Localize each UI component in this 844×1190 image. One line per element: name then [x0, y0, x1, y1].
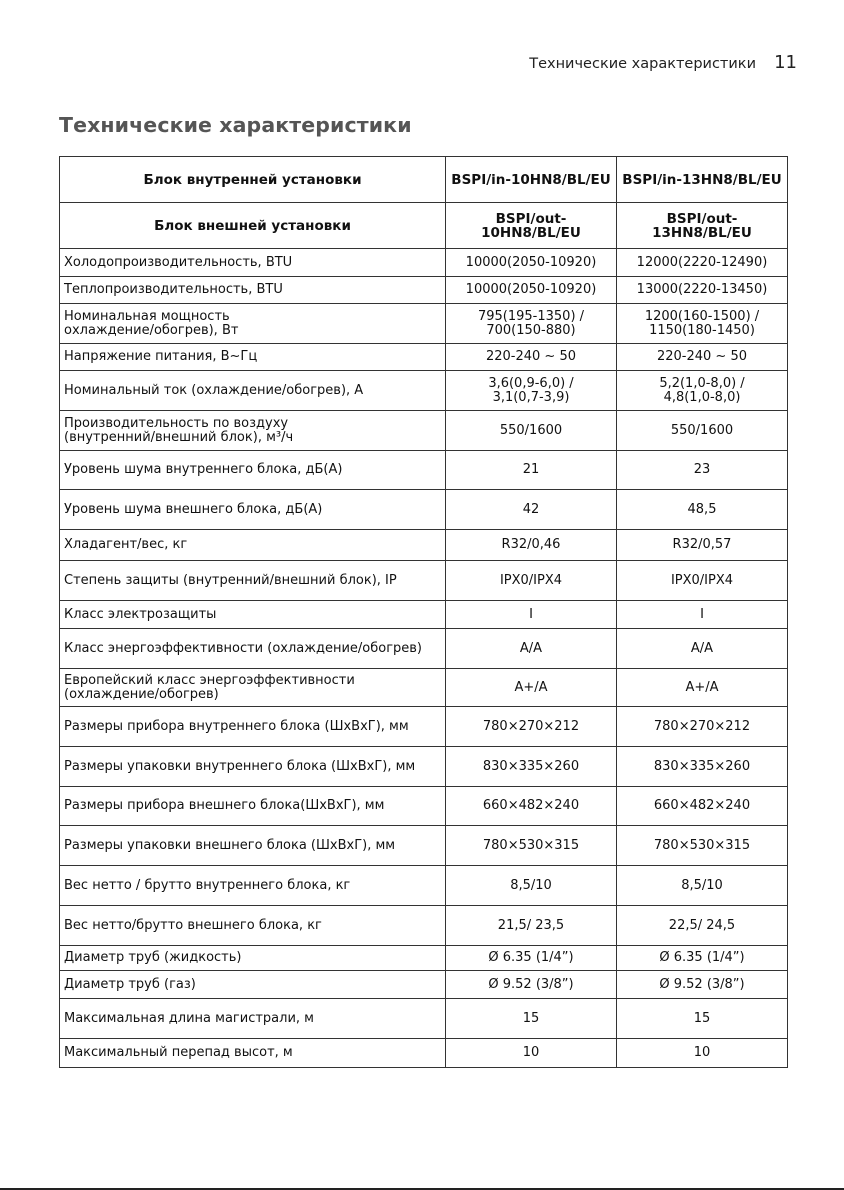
cell-line: Размеры прибора внутреннего блока (ШхВхГ), мм: [64, 718, 409, 734]
header-label-cell: Блок внутренней установки: [60, 157, 446, 203]
value-cell: [446, 669, 617, 707]
cell-line: Размеры упаковки внешнего блока (ШхВхГ), мм: [64, 837, 396, 853]
parameter-cell: [60, 787, 446, 826]
cell-line: IPX0/IPX4: [670, 572, 734, 588]
cell-line: Ø 9.52 (3/8”): [659, 976, 745, 992]
value-cell: [617, 411, 788, 451]
cell-line: 830×335×260: [482, 758, 580, 774]
parameter-cell: [60, 906, 446, 946]
cell-line: 10: [522, 1045, 540, 1060]
value-cell: [446, 826, 617, 866]
table-row: [60, 971, 788, 999]
cell-line: 1150(180-1450): [649, 322, 755, 338]
cell-line: Максимальный перепад высот, м: [64, 1045, 293, 1060]
cell-line: 780×530×315: [653, 837, 751, 853]
value-cell: [617, 601, 788, 629]
cell-line: 10: [693, 1045, 711, 1060]
model-header-cell: BSPI/out-10HN8/BL/EU: [446, 203, 617, 249]
value-cell: [617, 866, 788, 906]
table-row: [60, 906, 788, 946]
parameter-cell: [60, 601, 446, 629]
model-header-cell: BSPI/in-10HN8/BL/EU: [446, 157, 617, 203]
parameter-cell: [60, 490, 446, 530]
value-cell: [617, 826, 788, 866]
cell-line: 21: [522, 462, 540, 477]
table-row: [60, 490, 788, 530]
table-row: [60, 601, 788, 629]
table-row: [60, 999, 788, 1039]
cell-line: Теплопроизводительность, BTU: [64, 282, 283, 297]
table-row: [60, 1039, 788, 1068]
value-cell: [617, 946, 788, 971]
cell-line: Хладагент/вес, кг: [64, 537, 188, 552]
cell-line: Класс энергоэффективности (охлаждение/обогрев): [64, 640, 423, 656]
model-header-cell: BSPI/out-13HN8/BL/EU: [617, 203, 788, 249]
cell-line: 42: [522, 501, 540, 517]
cell-line: 1200(160-1500) /: [644, 308, 760, 324]
value-cell: [617, 1039, 788, 1068]
cell-line: охлаждение/обогрев), Вт: [64, 322, 239, 338]
parameter-cell: [60, 999, 446, 1039]
table-row: [60, 707, 788, 747]
cell-line: Вес нетто/брутто внешнего блока, кг: [64, 917, 322, 933]
cell-line: Диаметр труб (газ): [64, 976, 196, 992]
value-cell: [446, 747, 617, 787]
parameter-cell: [60, 971, 446, 999]
value-cell: [617, 707, 788, 747]
cell-line: Номинальная мощность: [64, 308, 230, 324]
cell-line: 48,5: [687, 501, 717, 517]
value-cell: [617, 971, 788, 999]
table-row: [60, 866, 788, 906]
cell-line: R32/0,46: [501, 537, 561, 552]
cell-line: Холодопроизводительность, BTU: [64, 254, 293, 270]
table-row: [60, 411, 788, 451]
parameter-cell: [60, 277, 446, 304]
value-cell: [617, 999, 788, 1039]
parameter-cell: [60, 866, 446, 906]
cell-line: Вес нетто / брутто внутреннего блока, кг: [64, 877, 351, 893]
table-row: [60, 277, 788, 304]
value-cell: [446, 490, 617, 530]
cell-line: Ø 6.35 (1/4”): [659, 950, 745, 965]
parameter-cell: [60, 451, 446, 490]
running-title: Технические характеристики: [529, 56, 756, 72]
parameter-cell: [60, 747, 446, 787]
cell-line: Класс электрозащиты: [64, 606, 217, 622]
value-cell: [446, 530, 617, 561]
value-cell: [617, 490, 788, 530]
cell-line: Производительность по воздуху: [64, 415, 289, 431]
cell-line: A/A: [690, 640, 714, 656]
cell-line: 22,5/ 24,5: [668, 917, 736, 933]
parameter-cell: [60, 249, 446, 277]
value-cell: [446, 946, 617, 971]
cell-line: Размеры упаковки внутреннего блока (ШхВхГ), мм: [64, 758, 416, 774]
cell-line: 700(150-880): [486, 322, 576, 338]
cell-line: 660×482×240: [653, 798, 751, 813]
cell-line: 220-240 ~ 50: [656, 349, 748, 364]
cell-line: 660×482×240: [482, 798, 580, 813]
table-row: [60, 249, 788, 277]
cell-line: 3,6(0,9-6,0) /: [488, 375, 574, 391]
value-cell: [446, 371, 617, 411]
value-cell: [446, 601, 617, 629]
parameter-cell: [60, 826, 446, 866]
cell-line: Ø 6.35 (1/4”): [488, 950, 574, 965]
parameter-cell: [60, 669, 446, 707]
table-row: [60, 371, 788, 411]
cell-line: 5,2(1,0-8,0) /: [659, 375, 745, 391]
cell-line: Уровень шума внешнего блока, дБ(А): [64, 501, 323, 517]
cell-line: 780×530×315: [482, 837, 580, 853]
cell-line: (охлаждение/обогрев): [64, 686, 219, 702]
cell-line: 8,5/10: [681, 877, 723, 893]
table-header-row: [60, 157, 788, 203]
cell-line: 13000(2220-13450): [636, 282, 768, 297]
specifications-table: [59, 156, 788, 1068]
parameter-cell: [60, 304, 446, 344]
cell-line: Уровень шума внутреннего блока, дБ(А): [64, 462, 343, 477]
value-cell: [617, 561, 788, 601]
cell-line: I: [700, 606, 704, 622]
cell-line: Ø 9.52 (3/8”): [488, 976, 574, 992]
value-cell: [617, 787, 788, 826]
parameter-cell: [60, 561, 446, 601]
cell-line: A+/A: [685, 679, 719, 695]
cell-line: 3,1(0,7-3,9): [492, 389, 570, 405]
value-cell: [617, 277, 788, 304]
value-cell: [617, 249, 788, 277]
table-row: [60, 344, 788, 371]
cell-line: 220-240 ~ 50: [485, 349, 577, 364]
section-title: Технические характеристики: [59, 113, 412, 137]
table-row: [60, 530, 788, 561]
value-cell: [446, 451, 617, 490]
cell-line: A+/A: [514, 679, 548, 695]
running-header: [0, 52, 844, 76]
table-row: [60, 629, 788, 669]
parameter-cell: [60, 1039, 446, 1068]
table-row: [60, 304, 788, 344]
value-cell: [446, 971, 617, 999]
cell-line: Европейский класс энергоэффективности: [64, 672, 355, 688]
header-label-cell: Блок внешней установки: [60, 203, 446, 249]
value-cell: [617, 669, 788, 707]
table-row: [60, 747, 788, 787]
parameter-cell: [60, 707, 446, 747]
parameter-cell: [60, 344, 446, 371]
value-cell: [446, 906, 617, 946]
cell-line: Номинальный ток (охлаждение/обогрев), А: [64, 382, 364, 398]
cell-line: Размеры прибора внешнего блока(ШхВхГ), мм: [64, 798, 385, 813]
cell-line: 21,5/ 23,5: [497, 917, 565, 933]
value-cell: [617, 747, 788, 787]
value-cell: [446, 707, 617, 747]
parameter-cell: [60, 530, 446, 561]
parameter-cell: [60, 946, 446, 971]
cell-line: I: [529, 606, 533, 622]
value-cell: [617, 344, 788, 371]
table-row: [60, 561, 788, 601]
value-cell: [617, 906, 788, 946]
value-cell: [446, 866, 617, 906]
value-cell: [446, 999, 617, 1039]
parameter-cell: [60, 629, 446, 669]
value-cell: [446, 787, 617, 826]
value-cell: [446, 629, 617, 669]
cell-line: 15: [522, 1010, 540, 1026]
value-cell: [446, 249, 617, 277]
cell-line: IPX0/IPX4: [499, 572, 563, 588]
value-cell: [617, 629, 788, 669]
table-row: [60, 451, 788, 490]
cell-line: Напряжение питания, В~Гц: [64, 349, 258, 364]
table-row: [60, 669, 788, 707]
cell-line: Степень защиты (внутренний/внешний блок), IP: [64, 572, 397, 588]
value-cell: [446, 277, 617, 304]
cell-line: 10000(2050-10920): [465, 254, 597, 270]
table-header-row: [60, 203, 788, 249]
cell-line: 8,5/10: [510, 877, 552, 893]
cell-line: 830×335×260: [653, 758, 751, 774]
table-row: [60, 946, 788, 971]
model-header-cell: BSPI/in-13HN8/BL/EU: [617, 157, 788, 203]
value-cell: [617, 451, 788, 490]
parameter-cell: [60, 371, 446, 411]
value-cell: [446, 561, 617, 601]
cell-line: 15: [693, 1010, 711, 1026]
value-cell: [617, 304, 788, 344]
cell-line: A/A: [519, 640, 543, 656]
cell-line: Диаметр труб (жидкость): [64, 950, 242, 965]
cell-line: 12000(2220-12490): [636, 254, 768, 270]
value-cell: [446, 344, 617, 371]
value-cell: [617, 371, 788, 411]
value-cell: [446, 411, 617, 451]
cell-line: 23: [693, 462, 711, 477]
cell-line: R32/0,57: [672, 537, 732, 552]
cell-line: (внутренний/внешний блок), м³/ч: [64, 429, 294, 445]
parameter-cell: [60, 411, 446, 451]
cell-line: Максимальная длина магистрали, м: [64, 1010, 314, 1026]
page-number: 11: [774, 52, 797, 73]
cell-line: 780×270×212: [653, 718, 751, 734]
value-cell: [446, 1039, 617, 1068]
cell-line: 550/1600: [499, 422, 563, 438]
value-cell: [617, 530, 788, 561]
value-cell: [446, 304, 617, 344]
cell-line: 550/1600: [670, 422, 734, 438]
cell-line: 10000(2050-10920): [465, 282, 597, 297]
cell-line: 795(195-1350) /: [477, 308, 585, 324]
cell-line: 780×270×212: [482, 718, 580, 734]
cell-line: 4,8(1,0-8,0): [663, 389, 741, 405]
table-row: [60, 787, 788, 826]
table-row: [60, 826, 788, 866]
